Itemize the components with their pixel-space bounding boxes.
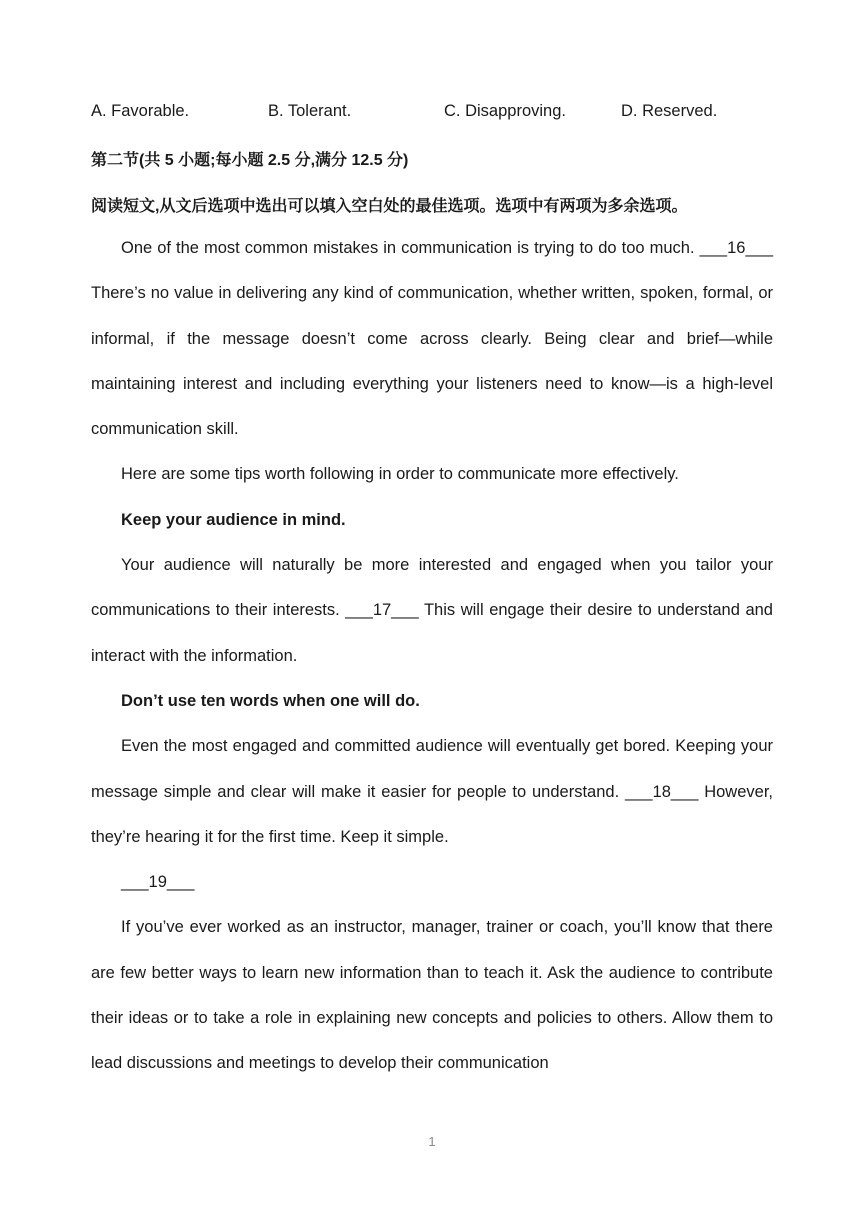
passage-subheading-2: Don’t use ten words when one will do. xyxy=(121,691,420,710)
reading-passage xyxy=(91,226,773,1087)
passage-subheading-1: Keep your audience in mind. xyxy=(121,510,346,529)
section-instructions: 阅读短文,从文后选项中选出可以填入空白处的最佳选项。选项中有两项为多余选项。 xyxy=(91,198,688,215)
answer-options-row xyxy=(91,102,781,126)
option-b: B. Tolerant. xyxy=(268,102,352,120)
passage-paragraph-3: Your audience will naturally be more interested and engaged when you tailor your communications to their interests. ___17___ This will engage their desire to understand and interact with the information. xyxy=(91,556,773,665)
option-c: C. Disapproving. xyxy=(444,102,566,120)
passage-paragraph-5: If you’ve ever worked as an instructor, manager, trainer or coach, you’ll know that there are few better ways to learn new information than to teach it. Ask the audience to contribute their ideas or to take a role in explaining new concepts and policies to others. Allow them to lead discussions and meetings to develop their communication xyxy=(91,918,773,1073)
passage-paragraph-1: One of the most common mistakes in communication is trying to do too much. ___16___ There’s no value in delivering any kind of communication, whether written, spoken, formal, or informal, if the message doesn’t come across clearly. Being clear and brief—while maintaining interest and including everything your listeners need to know—is a high-level communication skill. xyxy=(91,239,773,439)
passage-paragraph-4: Even the most engaged and committed audience will eventually get bored. Keeping your message simple and clear will make it easier for people to understand. ___18___ However, they’re hearing it for the first time. Keep it simple. xyxy=(91,737,773,846)
option-a: A. Favorable. xyxy=(91,102,190,120)
page-number: 1 xyxy=(428,1134,436,1149)
passage-blank-19: ___19___ xyxy=(121,873,195,892)
section-heading: 第二节(共 5 小题;每小题 2.5 分,满分 12.5 分) xyxy=(91,152,409,169)
passage-paragraph-2: Here are some tips worth following in order to communicate more effectively. xyxy=(121,465,679,484)
option-d: D. Reserved. xyxy=(621,102,718,120)
